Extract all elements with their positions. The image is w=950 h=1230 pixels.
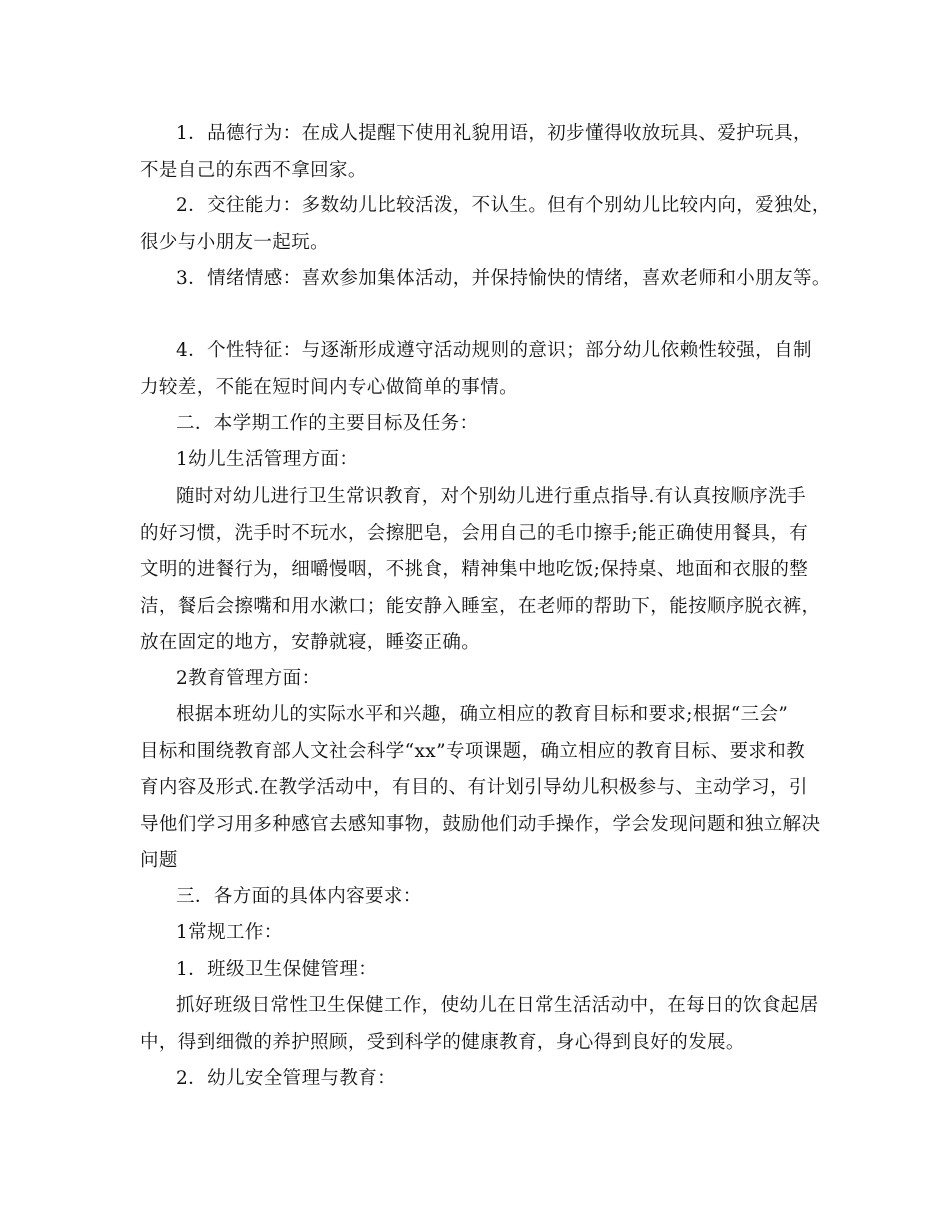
text-line: 二．本学期工作的主要目标及任务：	[176, 413, 479, 434]
paragraph-education-goals	[140, 697, 820, 880]
text-line: 很少与小朋友一起玩。	[140, 231, 330, 253]
text-line: 1常规工作：	[176, 922, 283, 943]
text-line: 目标和围绕教育部人文社会科学“xx”专项课题，确立相应的教育目标、要求和教	[140, 740, 806, 762]
section-heading-requirements	[140, 879, 820, 916]
text-line: 1．班级卫生保健管理：	[176, 959, 378, 980]
text-line: 2．交往能力：多数幼儿比较活泼，不认生。但有个别幼儿比较内向，爱独处，	[176, 195, 831, 216]
subheading-life-management	[140, 442, 820, 479]
text-line: 力较差，不能在短时间内专心做简单的事情。	[140, 376, 519, 398]
text-line: 洁，餐后会擦嘴和用水漱口；能安静入睡室，在老师的帮助下，能按顺序脱衣裤，	[140, 595, 821, 617]
paragraph-hygiene-education	[140, 479, 820, 662]
text-line: 不是自己的东西不拿回家。	[140, 159, 367, 181]
text-line: 的好习惯，洗手时不玩水，会擦肥皂，会用自己的毛巾擦手;能正确使用餐具，有	[140, 522, 809, 544]
subheading-safety	[140, 1061, 820, 1098]
paragraph-moral-behavior	[140, 116, 820, 189]
subheading-education-management	[140, 661, 820, 698]
text-line: 2教育管理方面：	[176, 668, 321, 689]
text-line: 抓好班级日常性卫生保健工作，使幼儿在日常生活活动中，在每日的饮食起居	[176, 995, 819, 1016]
text-line: 根据本班幼儿的实际水平和兴趣，确立相应的教育目标和要求;根据“三会”	[176, 704, 789, 725]
paragraph-personality	[140, 333, 820, 406]
text-line: 导他们学习用多种感官去感知事物，鼓励他们动手操作，学会发现问题和独立解决	[140, 813, 821, 835]
section-heading-goals	[140, 406, 820, 443]
text-line: 随时对幼儿进行卫生常识教育，对个别幼儿进行重点指导.有认真按顺序洗手	[176, 486, 806, 507]
text-line: 育内容及形式.在教学活动中，有目的、有计划引导幼儿积极参与、主动学习，引	[140, 777, 808, 798]
text-line: 三．各方面的具体内容要求：	[176, 886, 422, 907]
paragraph-social-ability	[140, 188, 831, 261]
text-line: 放在固定的地方，安静就寝，睡姿正确。	[140, 632, 481, 653]
text-line: 4．个性特征：与逐渐形成遵守活动规则的意识；部分幼儿依赖性较强，自制	[176, 340, 812, 361]
paragraph-health-care	[140, 988, 820, 1061]
text-line: 文明的进餐行为，细嚼慢咽，不挑食，精神集中地吃饭;保持桌、地面和衣服的整	[140, 559, 809, 580]
text-line: 2．幼儿安全管理与教育：	[176, 1068, 397, 1089]
text-line: 中，得到细微的养护照顾，受到科学的健康教育，身心得到良好的发展。	[140, 1031, 745, 1053]
text-line: 3．情绪情感：喜欢参加集体活动，并保持愉快的情绪，喜欢老师和小朋友等。	[176, 268, 831, 289]
subheading-health-care	[140, 952, 820, 989]
text-line: 问题	[140, 850, 178, 871]
subheading-routine-work	[140, 915, 820, 952]
text-line: 1幼儿生活管理方面：	[176, 449, 359, 470]
text-line: 1．品德行为：在成人提醒下使用礼貌用语，初步懂得收放玩具、爱护玩具，	[176, 123, 812, 144]
paragraph-emotions	[140, 261, 831, 298]
